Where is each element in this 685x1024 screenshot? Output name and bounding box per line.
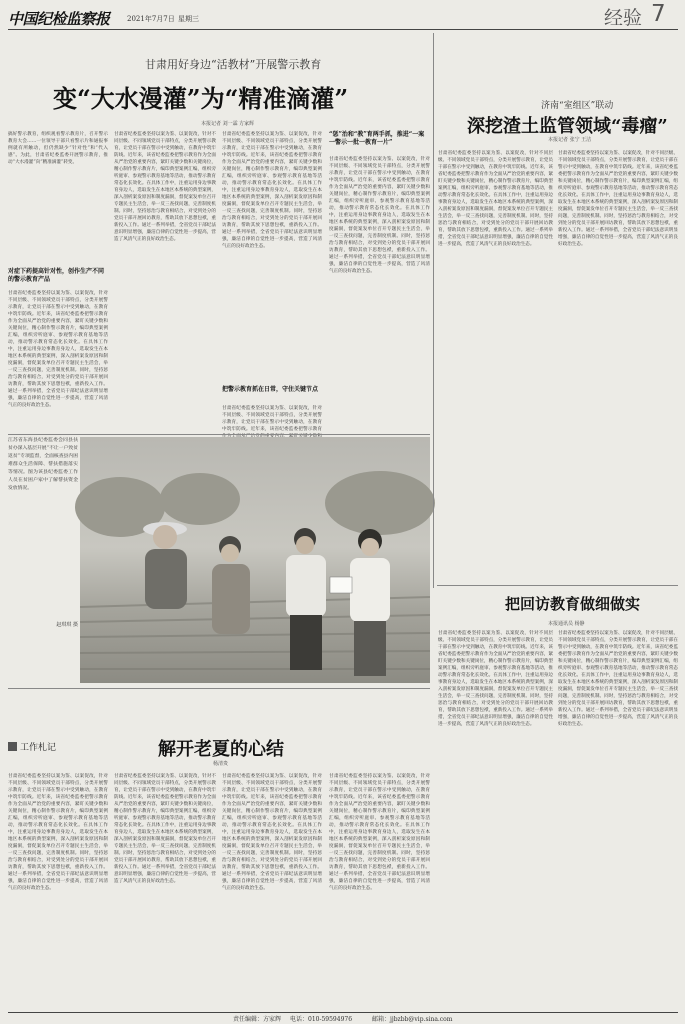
column-col4: 甘肃省纪委监委坚持以案为鉴、以案促改，针对不同层级、不同领域党员干部特点，分类开展警示教育，让党员干部在警示中受到触动，在教育中筑牢防线。近年来，该省纪委监委把警示教育作为全面从严治党的重要内容，紧盯关键少数和关键岗位，精心制作警示教育片，编印典型案例汇编，组织旁听庭审、参观警示教育基地等活动，推动警示教育常态化长效化。在具体工作中，注重运用身边事教育身边人，选取发生在本地区本系统的典型案例，深入剖析案发原因和制度漏洞，督促案发单位召开专题民主生活会，举一反三查找问题，完善制度机制。同时，坚持惩治与教育相结合，对受到处分的党员干部开展回访教育，帮助其放下思想包袱，重新投入工作。通过一系列举措，全省党员干部纪法意识明显增强，廉洁自律的自觉性进一步提高，营造了风清气正的良好政治生态。 [329, 774, 430, 891]
main-subhead-2: 把警示教育抓在日常，守住关键节点 [222, 386, 319, 393]
main-lead-paragraph: 搞好警示教育，组织观看警示教育片，召开警示教育大会……一位领导干部只看警示片和通报事例就有所触动，但仍然缺少“针对性”和“代入感”。为此，甘肃省纪委监委开展警示教育，推动“大水漫灌”向“精准滴灌”转变。 [8, 132, 108, 165]
section-title: 经验 [604, 7, 643, 29]
masthead: 中国纪检监察报 [8, 10, 110, 28]
photo-caption-text: 江苏省东海县纪委监委会同县扶贫办深入基层开展“不让一户致贫返贫”专项监督，全面核查县内困难群众生活保障、帮扶措施落实等情况。图为该县纪委监委工作人员在贫困户家中了解帮扶资金发放情况。 [8, 438, 78, 491]
right-column-divider [433, 33, 434, 588]
main-byline: 本报记者 刘一霖 方家辉 [201, 121, 255, 127]
right-mid-col2: 甘肃省纪委监委坚持以案为鉴、以案促改，针对不同层级、不同领域党员干部特点，分类开展警示教育，让党员干部在警示中受到触动，在教育中筑牢防线。近年来，该省纪委监委把警示教育作为全面从严治党的重要内容，紧盯关键少数和关键岗位，精心制作警示教育片，编印典型案例汇编，组织旁听庭审、参观警示教育基地等活动，推动警示教育常态化长效化。在具体工作中，注重运用身边事教育身边人，选取发生在本地区本系统的典型案例，深入剖析案发原因和制度漏洞，督促案发单位召开专题民主生活会，举一反三查找问题，完善制度机制。同时，坚持惩治与教育相结合，对受到处分的党员干部开展回访教育，帮助其放下思想包袱，重新投入工作。通过一系列举措，全省党员干部纪法意识明显增强，廉洁自律的自觉性进一步提高，营造了风清气正的良好政治生态。 [558, 631, 678, 727]
photo-caption [8, 437, 78, 637]
column-col1: 甘肃省纪委监委坚持以案为鉴、以案促改，针对不同层级、不同领域党员干部特点，分类开展警示教育，让党员干部在警示中受到触动，在教育中筑牢防线。近年来，该省纪委监委把警示教育作为全面从严治党的重要内容，紧盯关键少数和关键岗位，精心制作警示教育片，编印典型案例汇编，组织旁听庭审、参观警示教育基地等活动，推动警示教育常态化长效化。在具体工作中，注重运用身边事教育身边人，选取发生在本地区本系统的典型案例，深入剖析案发原因和制度漏洞，督促案发单位召开专题民主生活会，举一反三查找问题，完善制度机制。同时，坚持惩治与教育相结合，对受到处分的党员干部开展回访教育，帮助其放下思想包袱，重新投入工作。通过一系列举措，全省党员干部纪法意识明显增强，廉洁自律的自觉性进一步提高，营造了风清气正的良好政治生态。 [8, 774, 108, 891]
main-subhead-1: 对症下药提高针对性，创作生产不同的警示教育产品 [8, 268, 105, 283]
right-top-col1: 甘肃省纪委监委坚持以案为鉴、以案促改，针对不同层级、不同领域党员干部特点，分类开展警示教育，让党员干部在警示中受到触动，在教育中筑牢防线。近年来，该省纪委监委把警示教育作为全面从严治党的重要内容，紧盯关键少数和关键岗位，精心制作警示教育片，编印典型案例汇编，组织旁听庭审、参观警示教育基地等活动，推动警示教育常态化长效化。在具体工作中，注重运用身边事教育身边人，选取发生在本地区本系统的典型案例，深入剖析案发原因和制度漏洞，督促案发单位召开专题民主生活会，举一反三查找问题，完善制度机制。同时，坚持惩治与教育相结合，对受到处分的党员干部开展回访教育，帮助其放下思想包袱，重新投入工作。通过一系列举措，全省党员干部纪法意识明显增强，廉洁自律的自觉性进一步提高，营造了风清气正的良好政治生态。 [438, 151, 553, 247]
right-top-kicker: 济南“室组区”联动 [541, 101, 614, 111]
news-photo [80, 437, 430, 683]
right-mid-col1: 甘肃省纪委监委坚持以案为鉴、以案促改，针对不同层级、不同领域党员干部特点，分类开展警示教育，让党员干部在警示中受到触动，在教育中筑牢防线。近年来，该省纪委监委把警示教育作为全面从严治党的重要内容，紧盯关键少数和关键岗位，精心制作警示教育片，编印典型案例汇编，组织旁听庭审、参观警示教育基地等活动，推动警示教育常态化长效化。在具体工作中，注重运用身边事教育身边人，选取发生在本地区本系统的典型案例，深入剖析案发原因和制度漏洞，督促案发单位召开专题民主生活会，举一反三查找问题，完善制度机制。同时，坚持惩治与教育相结合，对受到处分的党员干部开展回访教育，帮助其放下思想包袱，重新投入工作。通过一系列举措，全省党员干部纪法意识明显增强，廉洁自律的自觉性进一步提高，营造了风清气正的良好政治生态。 [438, 631, 553, 727]
footer-phone: 电话：010-59594976 [290, 1016, 353, 1023]
column-badge [8, 740, 56, 753]
column-col2: 甘肃省纪委监委坚持以案为鉴、以案促改，针对不同层级、不同领域党员干部特点，分类开展警示教育，让党员干部在警示中受到触动，在教育中筑牢防线。近年来，该省纪委监委把警示教育作为全面从严治党的重要内容，紧盯关键少数和关键岗位，精心制作警示教育片，编印典型案例汇编，组织旁听庭审、参观警示教育基地等活动，推动警示教育常态化长效化。在具体工作中，注重运用身边事教育身边人，选取发生在本地区本系统的典型案例，深入剖析案发原因和制度漏洞，督促案发单位召开专题民主生活会，举一反三查找问题，完善制度机制。同时，坚持惩治与教育相结合，对受到处分的党员干部开展回访教育，帮助其放下思想包袱，重新投入工作。通过一系列举措，全省党员干部纪法意识明显增强，廉洁自律的自觉性进一步提高，营造了风清气正的良好政治生态。 [114, 774, 216, 884]
main-bottom-rule [8, 434, 430, 435]
right-top-col2: 甘肃省纪委监委坚持以案为鉴、以案促改，针对不同层级、不同领域党员干部特点，分类开展警示教育，让党员干部在警示中受到触动，在教育中筑牢防线。近年来，该省纪委监委把警示教育作为全面从严治党的重要内容，紧盯关键少数和关键岗位，精心制作警示教育片，编印典型案例汇编，组织旁听庭审、参观警示教育基地等活动，推动警示教育常态化长效化。在具体工作中，注重运用身边事教育身边人，选取发生在本地区本系统的典型案例，深入剖析案发原因和制度漏洞，督促案发单位召开专题民主生活会，举一反三查找问题，完善制度机制。同时，坚持惩治与教育相结合，对受到处分的党员干部开展回访教育，帮助其放下思想包袱，重新投入工作。通过一系列举措，全省党员干部纪法意识明显增强，廉洁自律的自觉性进一步提高，营造了风清气正的良好政治生态。 [558, 151, 678, 247]
right-mid-headline: 把回访教育做细做实 [505, 595, 641, 613]
person-woman-center [212, 536, 250, 634]
column-badge-label: 工作札记 [20, 743, 57, 753]
right-top-headline: 深挖渣土监管领域“毒瘤” [467, 116, 668, 137]
tree-line [75, 471, 435, 537]
main-col3-text-bottom: 甘肃省纪委监委坚持以案为鉴、以案促改，针对不同层级、不同领域党员干部特点，分类开展警示教育，让党员干部在警示中受到触动，在教育中筑牢防线。近年来，该省纪委监委把警示教育 [222, 406, 322, 432]
photo-scene [80, 437, 430, 683]
person-man-white-shirt [286, 528, 326, 670]
right-top-byline: 本报记者 张宁 王洁 [548, 137, 592, 143]
footer-editor: 责任编辑：方家辉 [233, 1016, 282, 1023]
main-headline: 变“大水漫灌”为“精准滴灌” [53, 84, 349, 113]
page-number: 7 [651, 1, 666, 27]
main-col1-text: 甘肃省纪委监委坚持以案为鉴、以案促改，针对不同层级、不同领域党员干部特点，分类开展警示教育，让党员干部在警示中受到触动，在教育中筑牢防线。近年来，该省纪委监委把警示教育作为全面从严治党的重要内容，紧盯关键少数和关键岗位，精心制作警示教育片，编印典型案例汇编，组织旁听庭审、参观警示教育基地等活动，推动警示教育常态化长效化。在具体工作中，注重运用身边事教育身边人，选取发生在本地区本系统的典型案例，深入剖析案发原因和制度漏洞，督促案发单位召开专题民主生活会，举一反三查找问题，完善制度机制。同时，坚持惩治与教育相结合，对受到处分的党员干部开展回访教育，帮助其放下思想包袱，重新投入工作。通过一系列举措，全省党员干部纪法意识明显增强，廉洁自律的自觉性进一步提高，营造了风清气正的良好政治生态。 [8, 291, 108, 408]
column-byline: 杨清贵 [213, 761, 229, 767]
column-top-rule [8, 688, 430, 689]
column-headline: 解开老夏的心结 [158, 739, 284, 760]
person-woman-right [330, 529, 390, 676]
person-farmer-left [143, 522, 187, 609]
photo-credit: 赵琪琪 摄 [56, 622, 78, 628]
main-col3-text-top: 甘肃省纪委监委坚持以案为鉴、以案促改，针对不同层级、不同领域党员干部特点，分类开展警示教育，让党员干部在警示中受到触动，在教育中筑牢防线。近年来，该省纪委监委把警示教育作为全面从严治党的重要内容，紧盯关键少数和关键岗位，精心制作警示教育片，编印典型案例汇编，组织旁听庭审、参观警示教育基地等活动，推动警示教育常态化长效化。在具体工作中，注重运用身边事教育身边人，选取发生在本地区本系统的典型案例，深入剖析案发原因和制度漏洞，督促案发单位召开专题民主生活会，举一反三查找问题，完善制度机制。同时，坚持惩治与教育相结合，对受到处分的党员干部开展回访教育，帮助其放下思想包袱，重新投入工作。通过一系列举措，全省党员干部纪法意识明显增强，廉洁自律的自觉性进一步提高，营造了风清气正的良好政治生态。 [222, 132, 322, 249]
main-col2-text: 甘肃省纪委监委坚持以案为鉴、以案促改，针对不同层级、不同领域党员干部特点，分类开展警示教育，让党员干部在警示中受到触动，在教育中筑牢防线。近年来，该省纪委监委把警示教育作为全面从严治党的重要内容，紧盯关键少数和关键岗位，精心制作警示教育片，编印典型案例汇编，组织旁听庭审、参观警示教育基地等活动，推动警示教育常态化长效化。在具体工作中，注重运用身边事教育身边人，选取发生在本地区本系统的典型案例，深入剖析案发原因和制度漏洞，督促案发单位召开专题民主生活会，举一反三查找问题，完善制度机制。同时，坚持惩治与教育相结合，对受到处分的党员干部开展回访教育，帮助其放下思想包袱，重新投入工作。通过一系列举措，全省党员干部纪法意识明显增强，廉洁自律的自觉性进一步提高，营造了风清气正的良好政治生态。 [114, 132, 216, 242]
issue-weekday: 星期三 [178, 15, 199, 23]
issue-date: 2021年7月7日 [127, 15, 175, 23]
main-col4-text: 甘肃省纪委监委坚持以案为鉴、以案促改，针对不同层级、不同领域党员干部特点，分类开展警示教育，让党员干部在警示中受到触动，在教育中筑牢防线。近年来，该省纪委监委把警示教育作为全面从严治党的重要内容，紧盯关键少数和关键岗位，精心制作警示教育片，编印典型案例汇编，组织旁听庭审、参观警示教育基地等活动，推动警示教育常态化长效化。在具体工作中，注重运用身边事教育身边人，选取发生在本地区本系统的典型案例，深入剖析案发原因和制度漏洞，督促案发单位召开专题民主生活会，举一反三查找问题，完善制度机制。同时，坚持惩治与教育相结合，对受到处分的党员干部开展回访教育，帮助其放下思想包袱，重新投入工作。通过一系列举措，全省党员干部纪法意识明显增强，廉洁自律的自觉性进一步提高，营造了风清气正的良好政治生态。 [329, 157, 430, 274]
right-mid-byline: 本报通讯员 杨静 [548, 621, 585, 627]
column-col3: 甘肃省纪委监委坚持以案为鉴、以案促改，针对不同层级、不同领域党员干部特点，分类开展警示教育，让党员干部在警示中受到触动，在教育中筑牢防线。近年来，该省纪委监委把警示教育作为全面从严治党的重要内容，紧盯关键少数和关键岗位，精心制作警示教育片，编印典型案例汇编，组织旁听庭审、参观警示教育基地等活动，推动警示教育常态化长效化。在具体工作中，注重运用身边事教育身边人，选取发生在本地区本系统的典型案例，深入剖析案发原因和制度漏洞，督促案发单位召开专题民主生活会，举一反三查找问题，完善制度机制。同时，坚持惩治与教育相结合，对受到处分的党员干部开展回访教育，帮助其放下思想包袱，重新投入工作。通过一系列举措，全省党员干部纪法意识明显增强，廉洁自律的自觉性进一步提高，营造了风清气正的良好政治生态。 [222, 774, 322, 891]
main-kicker: 甘肃用好身边“活教材”开展警示教育 [145, 58, 322, 71]
header-rule [8, 29, 678, 30]
column-badge-icon [8, 742, 17, 751]
main-subhead-3: “惩”治和“教”育两手抓，推进“一案一警示一批一教育一片” [329, 131, 425, 146]
footer-rule [8, 1012, 678, 1013]
right-top-bottom-rule [437, 585, 678, 586]
footer-email: 邮箱：jjbzbb@vip.sina.com [372, 1016, 453, 1023]
